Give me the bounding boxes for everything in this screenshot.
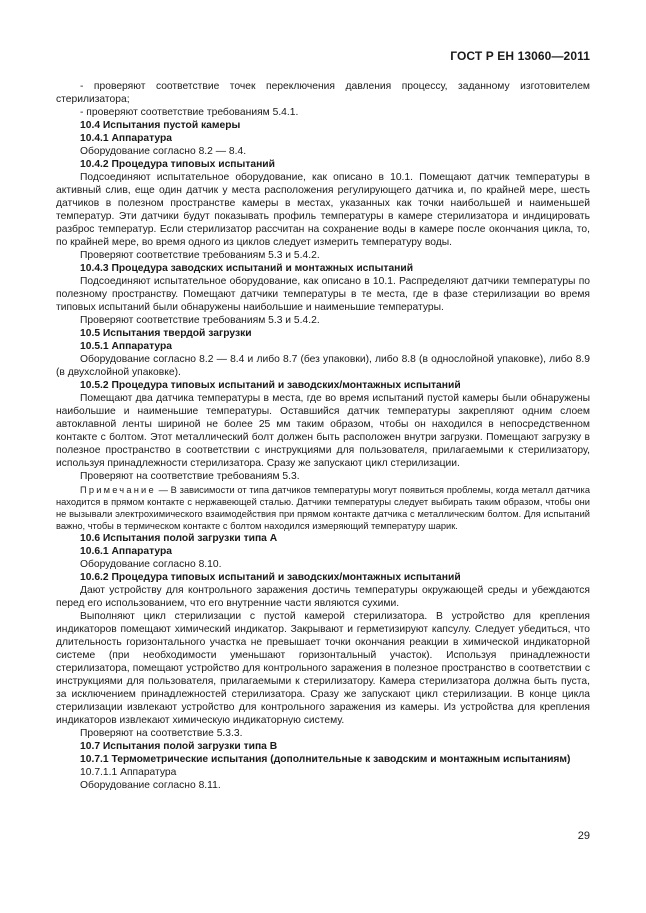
section-heading: 10.6.2 Процедура типовых испытаний и заводских/монтажных испытаний [80,572,461,583]
section-heading: 10.4.3 Процедура заводских испытаний и монтажных испытаний [80,263,414,274]
body-paragraph: Проверяют соответствие требованиям 5.3 и 5.4.2. [80,250,320,261]
note-text: — В зависимости от типа датчиков температуры могут появиться проблемы, когда металл датчика находится в прямом контакте с нержавеющей сталью. Датчики температуры следует выбирать таким образом, чтобы они не вызывали электрохимического взаимодействия при прямом контакте датчика с металлическим болтом. Для испытаний важно, чтобы в термическом контакте с болтом находился измеряющий температуру шарик. [56,485,590,531]
body-paragraph: - проверяют соответствие точек переключения давления процессу, заданному изготовителем стерилизатора; [56,81,590,105]
section-heading: 10.4 Испытания пустой камеры [80,120,241,131]
note-paragraph [56,484,590,532]
section-heading: 10.6 Испытания полой загрузки типа А [80,533,278,544]
section-heading: 10.6.1 Аппаратура [80,546,173,557]
note-label: Примечание [80,485,156,495]
section-heading: 10.4.2 Процедура типовых испытаний [80,159,275,170]
body-paragraph: - проверяют соответствие требованиям 5.4.1. [80,107,299,118]
document-code: ГОСТ Р ЕН 13060—2011 [450,49,590,63]
body-paragraph: Оборудование согласно 8.11. [80,780,221,791]
body-paragraph: Проверяют соответствие требованиям 5.3 и 5.4.2. [80,315,320,326]
body-paragraph: Помещают два датчика температуры в места, где во время испытаний пустой камеры были обнаружены наибольшие и наименьшие температуры. Оставшийся датчик температуры закрепляют одним слоем автоклавной ленты шириной не более 25 мм таким образом, чтобы он находился в непосредственном контакте с болтом. Этот металлический болт должен быть расположен внутри загрузки. Помещают загрузку в полезное пространство в соответствии с инструкциями для пользователя, прилагаемыми к стерилизатору, используя принадлежности стерилизатора. Сразу же запускают цикл стерилизации. [56,393,590,469]
body-paragraph: Проверяют на соответствие требованиям 5.3. [80,471,300,482]
body-paragraph: Оборудование согласно 8.2 — 8.4 и либо 8.7 (без упаковки), либо 8.8 (в однослойной упаковке), либо 8.9 (в двухслойной упаковке). [56,354,590,378]
section-heading: 10.5.2 Процедура типовых испытаний и заводских/монтажных испытаний [80,380,461,391]
page-number: 29 [577,830,590,842]
section-heading: 10.7 Испытания полой загрузки типа В [80,741,278,752]
body-paragraph: Выполняют цикл стерилизации с пустой камерой стерилизатора. В устройство для крепления индикаторов помещают химический индикатор. Закрывают и герметизируют капсулу. Следует убедиться, что длительность горизонтального участка не превышает точки окончания реакции в химической индикаторной системе (при необходимости уменьшают горизонтальный участок). Используя принадлежности стерилизатора, помещают устройство для контрольного заражения в полезное пространство в соответствии с инструкциями для пользователя, прилагаемыми к стерилизатору. Камера стерилизатора должна быть пуста, за исключением принадлежностей стерилизатора. Сразу же запускают цикл стерилизации. В конце цикла стерилизации извлекают устройство для контрольного заражения из камеры. Из устройства для крепления индикаторов извлекают химическую индикаторную систему. [56,611,590,726]
document-body [56,80,590,792]
body-paragraph: Оборудование согласно 8.10. [80,559,222,570]
body-paragraph: Дают устройству для контрольного заражения достичь температуры окружающей среды и убеждаются перед его использованием, что его внутренние части являются сухими. [56,585,590,609]
section-heading: 10.5 Испытания твердой загрузки [80,328,252,339]
body-paragraph: Подсоединяют испытательное оборудование, как описано в 10.1. Распределяют датчики температуры по полезному пространству. Помещают датчики температуры в те места, где в фазе стерилизации во время типовых испытаний были обнаружены наибольшие и наименьшие температуры. [56,276,590,313]
section-heading: 10.4.1 Аппаратура [80,133,173,144]
body-paragraph: 10.7.1.1 Аппаратура [80,767,177,778]
body-paragraph: Проверяют на соответствие 5.3.3. [80,728,243,739]
section-heading: 10.5.1 Аппаратура [80,341,173,352]
section-heading: 10.7.1 Термометрические испытания (дополнительные к заводским и монтажным испытаниям) [80,754,571,765]
body-paragraph: Подсоединяют испытательное оборудование, как описано в 10.1. Помещают датчик температуры в активный слив, еще один датчик у места расположения регулирующего датчика и, по крайней мере, шесть датчиков в полезном пространстве камеры в местах, указанных как точки наибольшей и наименьшей температур. Эти датчики будут показывать профиль температуры в камере стерилизатора и индицировать разброс температур. Если стерилизатор рассчитан на сохранение воды в камере после окончания цикла, то, по крайней мере, во время одного из циклов следует измерить температуру воды. [56,172,590,248]
body-paragraph: Оборудование согласно 8.2 — 8.4. [80,146,247,157]
